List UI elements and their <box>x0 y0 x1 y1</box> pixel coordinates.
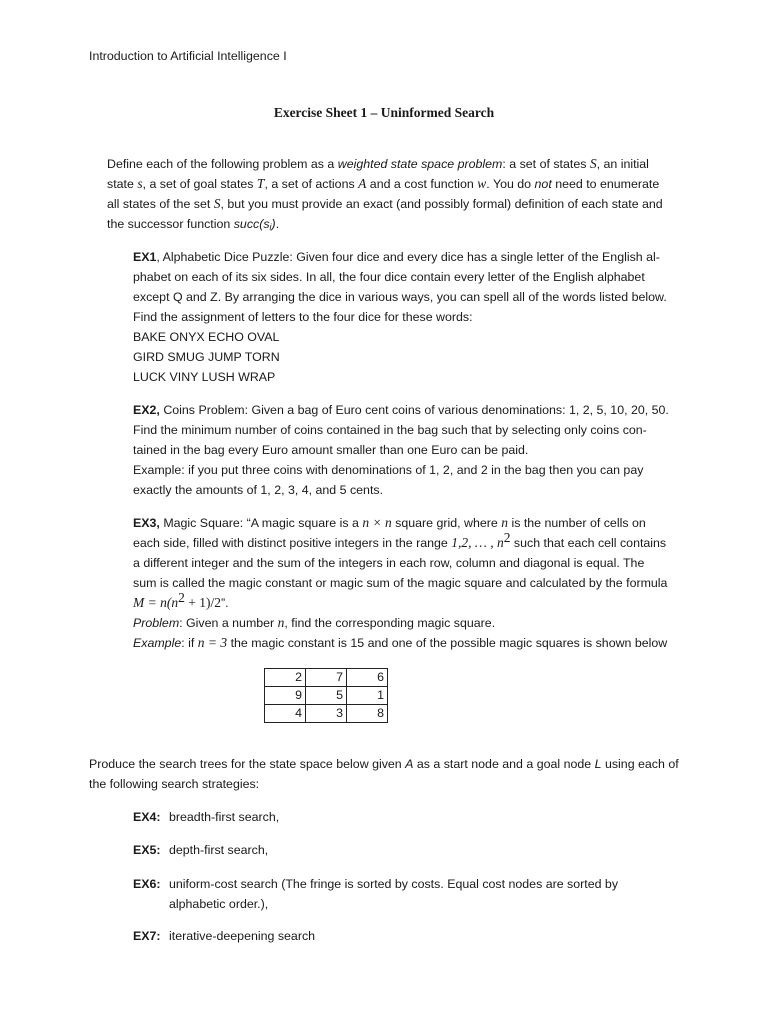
goal-node: L <box>594 757 602 771</box>
intro-text: state <box>107 177 138 191</box>
successor-function <box>234 217 276 231</box>
ex2-line-3: tained in the bag every Euro amount smaller than one Euro can be paid. <box>133 443 529 457</box>
ex6-text-2: alphabetic order.), <box>169 897 269 911</box>
ex3-text: : Given a number <box>179 616 278 630</box>
ex2-line-1 <box>133 402 669 418</box>
intro-text: : a set of states <box>502 157 590 171</box>
ex3-line-3: a different integer and the sum of the integers in each row, column and diagonal is equal. The <box>133 556 645 570</box>
intro-text: , a set of actions <box>264 177 359 191</box>
intro-text: Define each of the following problem as a <box>107 157 338 171</box>
magic-square-cell: 6 <box>347 669 388 687</box>
ex3-line-2 <box>133 530 667 551</box>
intro-text: the successor function <box>107 217 234 231</box>
intro-text: and a cost function <box>366 177 478 191</box>
ex1-words-2: GIRD SMUG JUMP TORN <box>133 350 280 364</box>
ex3-text: such that each cell contains <box>510 536 667 550</box>
ex3-text: : if <box>181 636 198 650</box>
intro-emphasis: weighted state space problem <box>337 157 503 171</box>
magic-square-row <box>265 705 388 723</box>
ex1-line-4: Find the assignment of letters to the four dice for these words: <box>133 310 473 324</box>
math-superscript: 2 <box>178 590 185 605</box>
magic-square-cell: 8 <box>347 705 388 723</box>
magic-square-row <box>265 687 388 705</box>
ex3-text: , find the corresponding magic square. <box>284 616 496 630</box>
problem-label: Problem <box>133 616 180 630</box>
intro-text: , a set of goal states <box>142 177 257 191</box>
ex3-text: the magic constant is 15 and one of the possible magic squares is shown below <box>227 636 668 650</box>
math-symbol: n <box>277 615 285 630</box>
intro-emphasis: not <box>534 177 552 191</box>
ex2-line-4: Example: if you put three coins with denominations of 1, 2, and 2 in the bag then you can pay <box>133 463 644 477</box>
successor-subscript: i <box>269 222 272 232</box>
math-symbol: S <box>213 196 221 211</box>
ex1-words-1: BAKE ONYX ECHO OVAL <box>133 330 280 344</box>
example-label: Example <box>133 636 182 650</box>
course-header: Introduction to Artificial Intelligence I <box>89 49 287 63</box>
successor-close: ) <box>271 217 276 231</box>
magic-square-cell: 9 <box>265 687 306 705</box>
ex3-line-4: sum is called the magic constant or magic sum of the magic square and calculated by the formula <box>133 576 668 590</box>
ex3-line-1 <box>133 515 646 531</box>
math-expression: n × n <box>362 515 392 530</box>
ex1-line-1 <box>133 249 660 265</box>
magic-formula-rest: + 1)/2 <box>184 595 221 610</box>
magic-square-table <box>264 668 388 723</box>
ex3-formula-line <box>133 590 229 611</box>
ex1-label: EX1 <box>133 250 157 264</box>
ex3-text: Magic Square: “A magic square is a <box>159 516 363 530</box>
ex6-label: EX6: <box>133 877 161 891</box>
intro-line-1 <box>107 156 649 172</box>
search-text: as a start node and a goal node <box>413 757 595 771</box>
ex4-label: EX4: <box>133 810 161 824</box>
start-node: A <box>405 757 414 771</box>
math-symbol: s <box>137 176 143 191</box>
ex3-problem-line <box>133 615 495 631</box>
ex1-words-3: LUCK VINY LUSH WRAP <box>133 370 276 384</box>
magic-square-cell: 2 <box>265 669 306 687</box>
search-text: Produce the search trees for the state space below given <box>89 757 406 771</box>
intro-line-3 <box>107 196 663 212</box>
intro-text: all states of the set <box>107 197 214 211</box>
intro-text: . <box>275 217 280 231</box>
math-symbol: A <box>358 176 367 191</box>
page-title: Exercise Sheet 1 – Uninformed Search <box>273 105 495 120</box>
ex3-text: ”. <box>220 596 229 610</box>
search-line-1 <box>89 756 679 772</box>
ex4-text: breadth-first search, <box>169 810 280 824</box>
ex7-label: EX7: <box>133 929 161 943</box>
intro-text: . You do <box>486 177 535 191</box>
search-text: using each of <box>601 757 679 771</box>
intro-text: , but you must provide an exact (and possibly formal) definition of each state and <box>220 197 663 211</box>
math-expression: n = 3 <box>197 635 228 650</box>
intro-text: need to enumerate <box>551 177 660 191</box>
ex3-example-line <box>133 635 667 651</box>
intro-line-4 <box>107 216 279 232</box>
math-symbol: T <box>256 176 265 191</box>
ex2-line-2: Find the minimum number of coins contained in the bag such that by selecting only coins con- <box>133 423 647 437</box>
magic-square-cell: 1 <box>347 687 388 705</box>
ex5-label: EX5: <box>133 843 161 857</box>
ex3-text: each side, filled with distinct positive integers in the range <box>133 536 452 550</box>
math-expression: 1,2, … , n <box>451 535 504 550</box>
magic-square-cell: 3 <box>306 705 347 723</box>
ex1-line-2: phabet on each of its six sides. In all, the four dice contain every letter of the English alphabet <box>133 270 645 284</box>
ex5-text: depth-first search, <box>169 843 269 857</box>
ex2-line-5: exactly the amounts of 1, 2, 3, 4, and 5 cents. <box>133 483 384 497</box>
math-symbol: S <box>589 156 597 171</box>
ex6-text: uniform-cost search (The fringe is sorted by costs. Equal cost nodes are sorted by <box>169 877 619 891</box>
ex2-text: Coins Problem: Given a bag of Euro cent coins of various denominations: 1, 2, 5, 10, 20, 50. <box>159 403 669 417</box>
intro-line-2 <box>107 176 659 192</box>
search-line-2: the following search strategies: <box>89 777 260 791</box>
ex1-text: , Alphabetic Dice Puzzle: Given four dice and every dice has a single letter of the English al- <box>156 250 660 264</box>
math-symbol: n <box>501 515 508 530</box>
magic-square-cell: 4 <box>265 705 306 723</box>
math-superscript: 2 <box>503 530 511 545</box>
magic-square-cell: 5 <box>306 687 347 705</box>
ex3-text: square grid, where <box>391 516 502 530</box>
ex2-label: EX2, <box>133 403 160 417</box>
math-symbol: w <box>477 176 487 191</box>
ex7-text: iterative-deepening search <box>169 929 316 943</box>
ex3-label: EX3, <box>133 516 160 530</box>
magic-square-cell: 7 <box>306 669 347 687</box>
ex1-line-3: except Q and Z. By arranging the dice in various ways, you can spell all of the words listed below. <box>133 290 667 304</box>
intro-text: , an initial <box>596 157 649 171</box>
successor-function-name: succ(s <box>233 217 270 231</box>
ex3-text: is the number of cells on <box>508 516 646 530</box>
magic-square-row <box>265 669 388 687</box>
magic-formula: M = n(n <box>133 595 179 610</box>
